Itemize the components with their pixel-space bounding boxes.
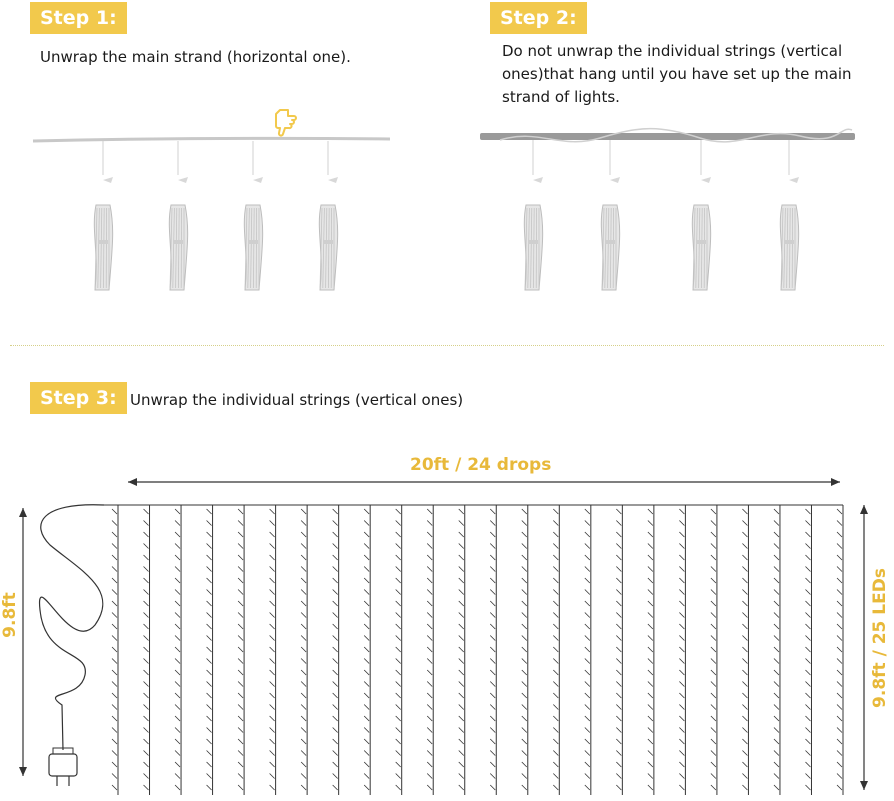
step1-string-bundle-2: [169, 141, 188, 290]
step1-string-bundle-4: [319, 141, 338, 290]
left-height-arrow-top: [19, 508, 27, 517]
right-height-arrow-bottom: [860, 781, 868, 790]
curtain-string-17: [616, 505, 622, 795]
curtain-string-6: [270, 505, 276, 795]
curtain-string-3: [175, 505, 181, 795]
plug-adapter-icon: [49, 748, 77, 786]
curtain-string-9: [364, 505, 370, 795]
left-height-arrow-bottom: [19, 767, 27, 776]
step2-label: Step 2:: [500, 7, 577, 29]
curtain-string-10: [396, 505, 402, 795]
width-dimension-label: 20ft / 24 drops: [410, 455, 552, 475]
curtain-string-19: [679, 505, 685, 795]
step1-string-bundle-1: [94, 141, 113, 290]
step1-label: Step 1:: [40, 7, 117, 29]
curtain-string-11: [427, 505, 433, 795]
curtain-string-1: [112, 505, 118, 795]
step2-string-bundle-1: [524, 140, 543, 290]
step2-line-2: ones)that hang until you have set up the main: [502, 65, 852, 83]
curtain-string-8: [333, 505, 339, 795]
step2-line-3: strand of lights.: [502, 88, 620, 106]
step3-label: Step 3:: [40, 387, 117, 409]
curtain-string-2: [144, 505, 150, 795]
power-cable: [40, 505, 104, 750]
step2-line-1: Do not unwrap the individual strings (vertical: [502, 42, 843, 60]
right-height-label: 9.8ft / 25 LEDs: [870, 568, 890, 708]
width-arrow-right: [831, 478, 840, 486]
pointing-hand-icon: [276, 110, 296, 136]
step2-string-bundle-4: [780, 140, 799, 290]
curtain-string-24: [837, 505, 843, 795]
step2-string-bundle-2: [601, 140, 620, 290]
step1-instruction: Unwrap the main strand (horizontal one).: [40, 48, 351, 66]
width-arrow-left: [128, 478, 137, 486]
step1-string-bundle-3: [244, 141, 263, 290]
step1-main-strand: [33, 138, 390, 141]
curtain-string-13: [490, 505, 496, 795]
curtain-string-20: [711, 505, 717, 795]
curtain-string-18: [648, 505, 654, 795]
curtain-string-7: [301, 505, 307, 795]
right-height-arrow-top: [860, 505, 868, 514]
curtain-string-16: [585, 505, 591, 795]
curtain-string-15: [553, 505, 559, 795]
curtain-string-14: [522, 505, 528, 795]
curtain-string-23: [805, 505, 811, 795]
left-height-label: 9.8ft: [0, 592, 20, 638]
step3-instruction: Unwrap the individual strings (vertical ones): [130, 391, 464, 409]
curtain-string-22: [774, 505, 780, 795]
curtain-string-21: [742, 505, 748, 795]
curtain-string-5: [238, 505, 244, 795]
curtain-string-4: [207, 505, 213, 795]
curtain-string-12: [459, 505, 465, 795]
step2-string-bundle-3: [692, 140, 711, 290]
